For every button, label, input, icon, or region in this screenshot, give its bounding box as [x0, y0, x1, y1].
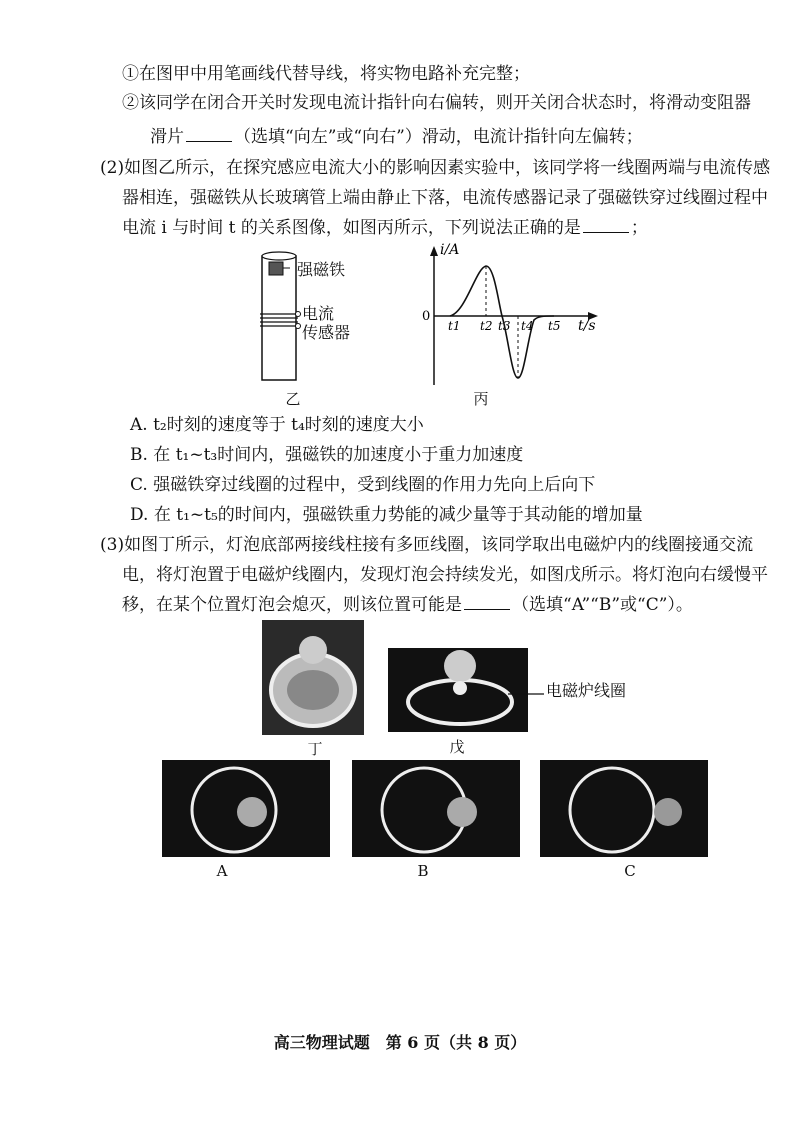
q3-line-3a: 移，在某个位置灯泡会熄灭，则该位置可能是	[122, 595, 462, 615]
photo-a[interactable]	[162, 760, 330, 857]
option-b[interactable]: B. 在 t₁~t₃时间内，强磁铁的加速度小于重力加速度	[130, 445, 524, 465]
tick-t2: t2	[480, 319, 493, 333]
q-line-3b: （选填“向左”或“向右”）滑动，电流计指针向左偏转；	[234, 127, 643, 147]
figure-bing	[410, 240, 610, 390]
caption-yi: 乙	[285, 390, 301, 408]
x-axis-label: t/s	[578, 318, 596, 334]
q-line-3a: 滑片	[150, 127, 184, 147]
photo-c[interactable]	[540, 760, 708, 857]
caption-b: B	[417, 862, 429, 880]
y-axis-label: i/A	[440, 242, 460, 258]
page-footer: 高三物理试题 第 6 页（共 8 页）	[273, 1033, 527, 1052]
caption-wu: 戊	[449, 738, 465, 756]
q-line-3	[150, 125, 643, 149]
q3-line-3b: （选填“A”“B”或“C”）。	[512, 595, 693, 615]
q2-line-3	[122, 216, 648, 240]
label-magnet: 强磁铁	[297, 260, 346, 279]
option-a[interactable]: A. t₂时刻的速度等于 t₄时刻的速度大小	[130, 415, 424, 435]
tick-t4: t4	[521, 319, 534, 333]
caption-a: A	[216, 862, 228, 880]
q-line-1: ①在图甲中用笔画线代替导线，将实物电路补充完整；	[122, 64, 530, 84]
tick-t3: t3	[498, 319, 511, 333]
photo-wu	[388, 648, 528, 732]
caption-bing: 丙	[473, 390, 489, 408]
q3-line-2: 电，将灯泡置于电磁炉线圈内，发现灯泡会持续发光，如图戊所示。将灯泡向右缓慢平	[122, 565, 768, 585]
option-c[interactable]: C. 强磁铁穿过线圈的过程中，受到线圈的作用力先向上后向下	[130, 475, 596, 495]
q2-line-3a: 电流 i 与时间 t 的关系图像，如图丙所示，下列说法正确的是	[122, 218, 581, 238]
q-line-2: ②该同学在闭合开关时发现电流计指针向右偏转，则开关闭合状态时，将滑动变阻器	[122, 93, 751, 113]
tick-t1: t1	[448, 319, 461, 333]
q3-line-1: (3)如图丁所示，灯泡底部两接线柱接有多匝线圈，该同学取出电磁炉内的线圈接通交流	[100, 535, 754, 555]
label-sensor-2: 传感器	[302, 323, 351, 342]
photo-b[interactable]	[352, 760, 520, 857]
caption-c: C	[624, 862, 636, 880]
caption-ding: 丁	[307, 740, 323, 758]
label-coil: 电磁炉线圈	[546, 681, 627, 700]
q3-line-3	[122, 593, 693, 617]
tick-t5: t5	[548, 319, 561, 333]
answer-blank-1[interactable]	[186, 125, 232, 142]
q2-line-1: (2)如图乙所示，在探究感应电流大小的影响因素实验中，该同学将一线圈两端与电流传感	[100, 158, 771, 178]
magnet-shape	[269, 262, 283, 275]
q2-line-2: 器相连，强磁铁从长玻璃管上端由静止下落，电流传感器记录了强磁铁穿过线圈过程中	[122, 188, 768, 208]
q2-line-3b: ；	[630, 218, 648, 238]
photo-ding	[262, 620, 364, 735]
origin-label: 0	[422, 309, 431, 324]
option-d[interactable]: D. 在 t₁~t₅的时间内，强磁铁重力势能的减少量等于其动能的增加量	[130, 505, 643, 525]
answer-blank-3[interactable]	[464, 593, 510, 610]
answer-blank-2[interactable]	[583, 216, 629, 233]
label-sensor-1: 电流	[302, 304, 335, 323]
